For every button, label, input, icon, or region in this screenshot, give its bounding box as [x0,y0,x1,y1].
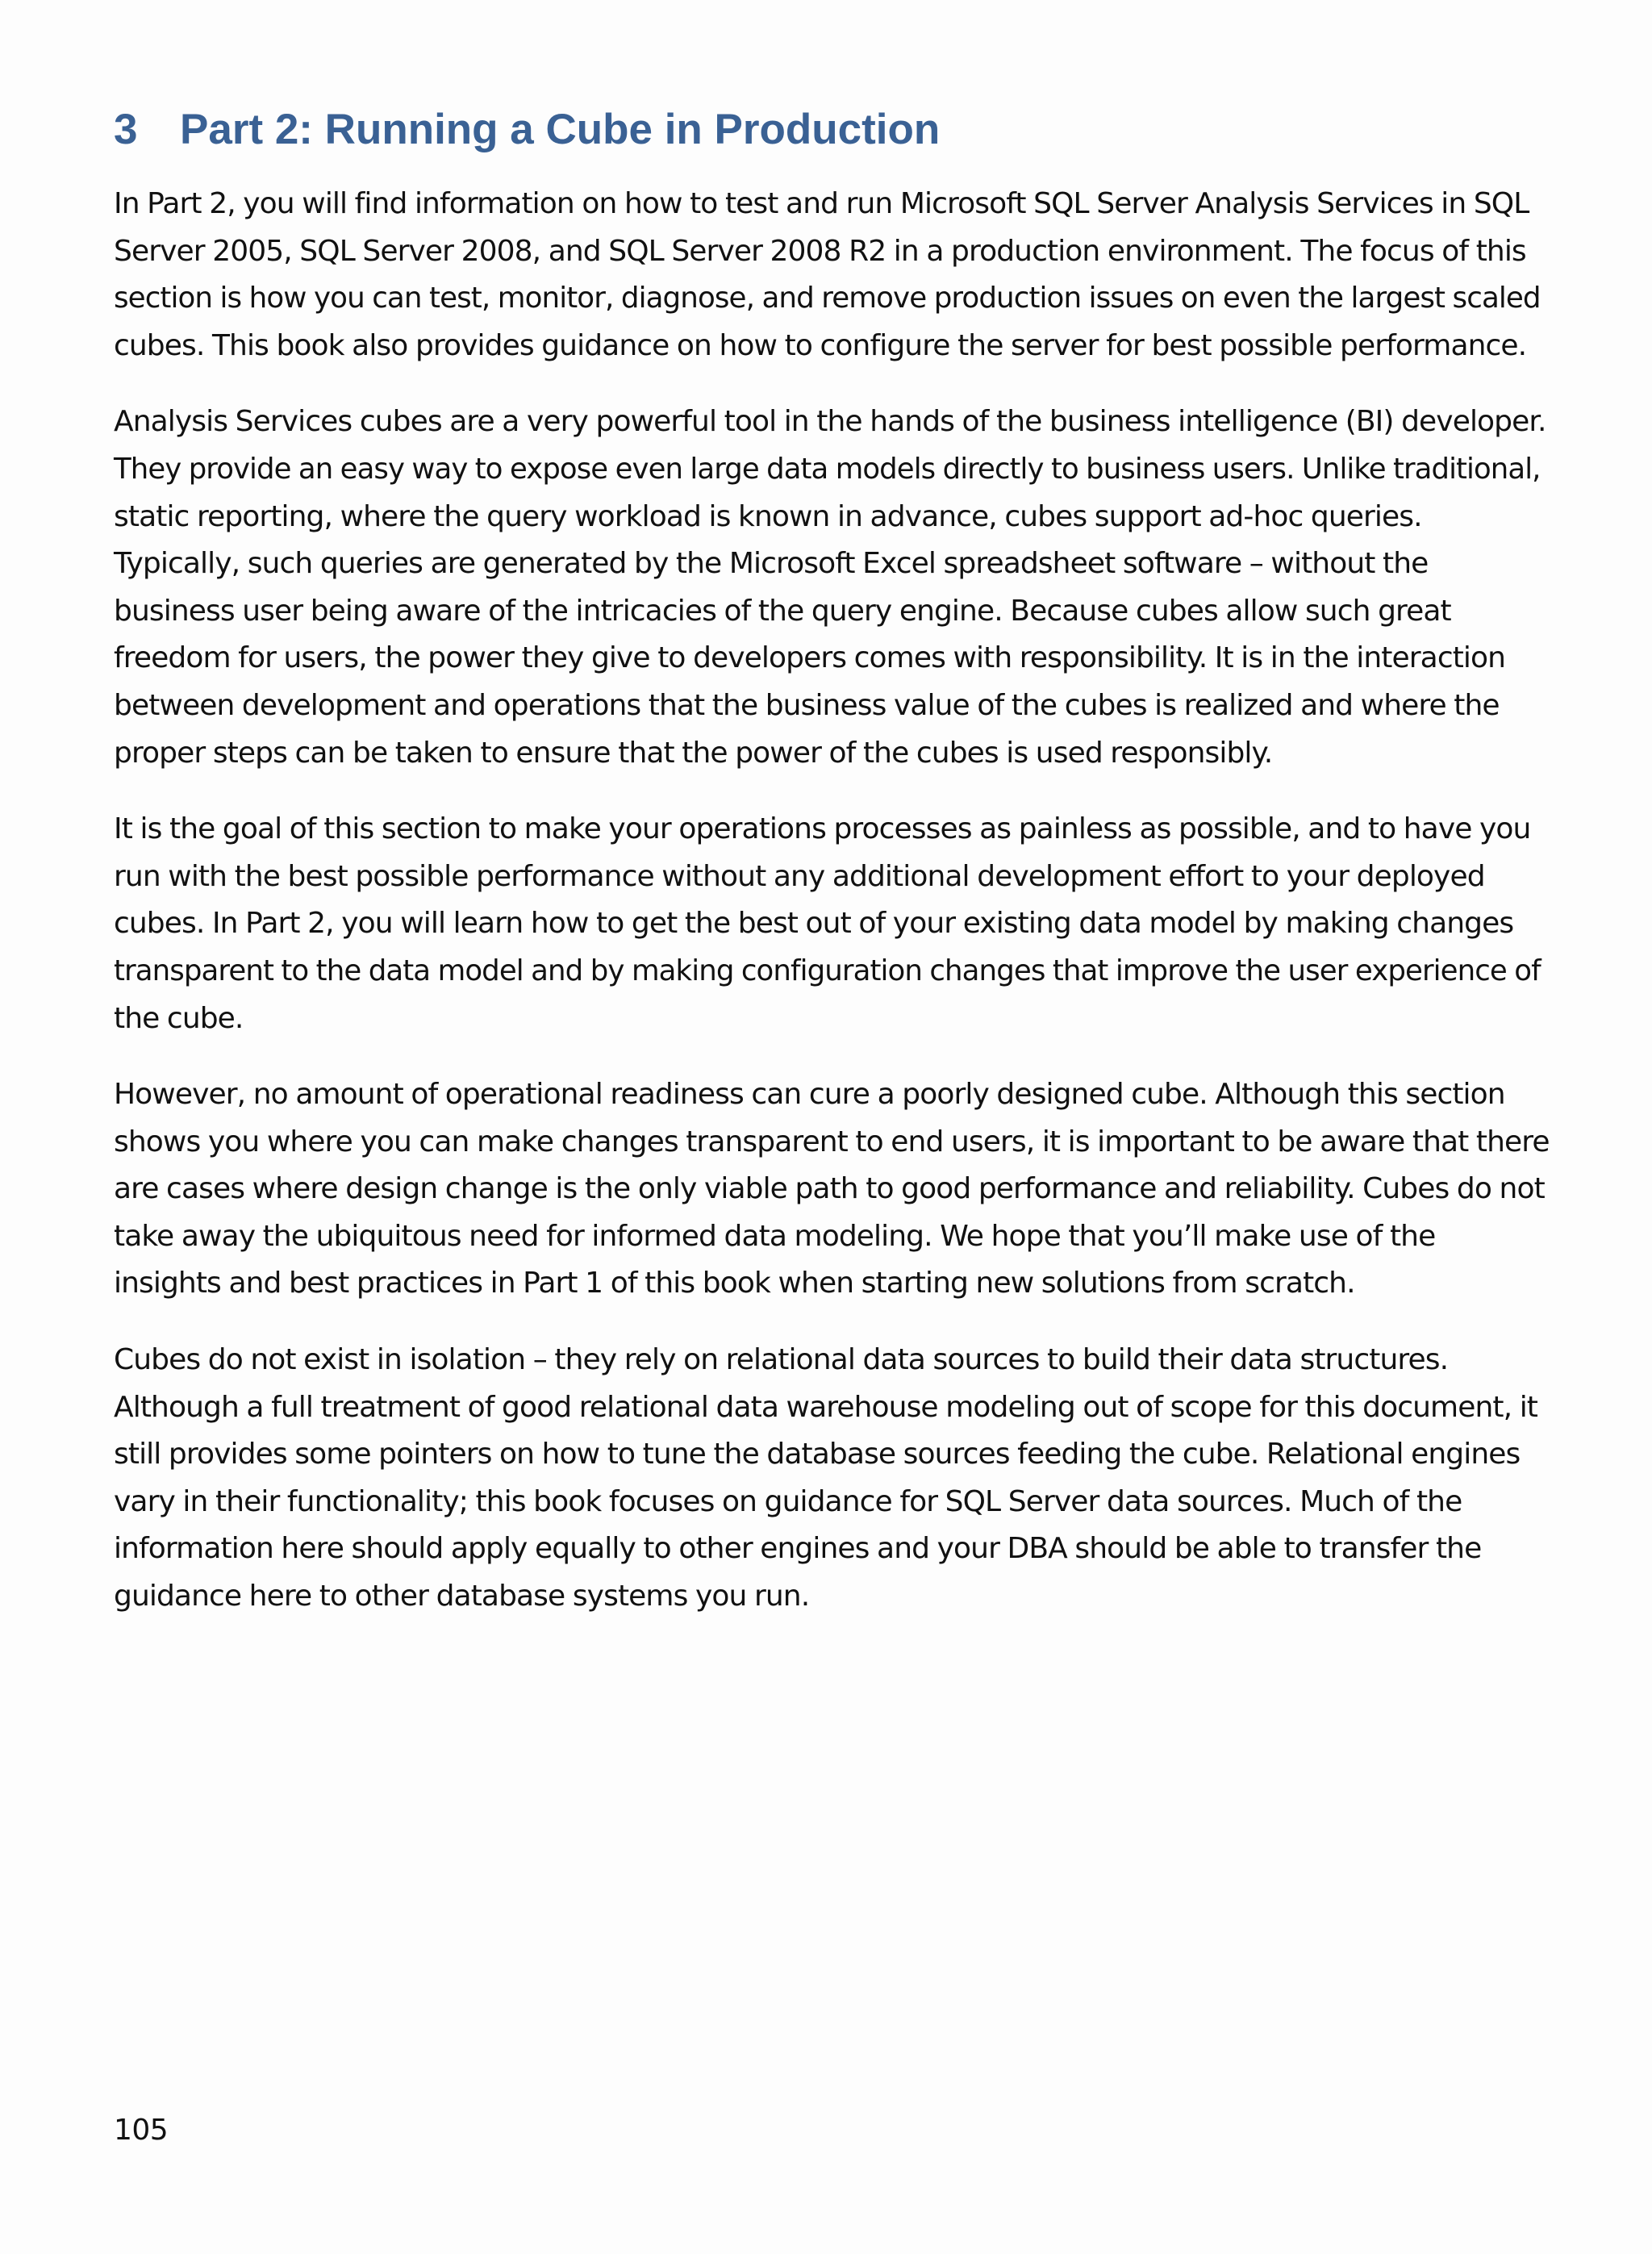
paragraph-relational-sources [114,1337,1550,1621]
text-line: They provide an easy way to expose even large data models directly to business users. Unlike traditional, [114,452,1541,486]
section-number: 3 [114,106,138,153]
paragraph-goal [114,806,1550,1042]
section-heading [114,97,1550,163]
text-line: cubes. In Part 2, you will learn how to get the best out of your existing data model by making changes [114,907,1514,941]
text-line: freedom for users, the power they give to developers comes with responsibility. It is in the interaction [114,641,1506,675]
text-line: Cubes do not exist in isolation – they rely on relational data sources to build their data structures. [114,1343,1449,1377]
text-line: guidance here to other database systems you run. [114,1580,810,1613]
text-line: still provides some pointers on how to tune the database sources feeding the cube. Relational engines [114,1438,1521,1471]
text-line: insights and best practices in Part 1 of this book when starting new solutions from scratch. [114,1267,1355,1300]
text-line: However, no amount of operational readiness can cure a poorly designed cube. Although this section [114,1078,1505,1112]
text-line: It is the goal of this section to make your operations processes as painless as possible, and to have you [114,812,1531,846]
text-line: Analysis Services cubes are a very powerful tool in the hands of the business intelligence (BI) developer. [114,405,1546,439]
paragraph-intro [114,181,1550,369]
text-line: proper steps can be taken to ensure that the power of the cubes is used responsibly. [114,736,1273,770]
text-line: transparent to the data model and by making configuration changes that improve the user experience of [114,954,1541,987]
text-line: information here should apply equally to other engines and your DBA should be able to transfer the [114,1532,1482,1566]
text-line: the cube. [114,1001,244,1035]
page-number: 105 [114,2114,169,2147]
text-line: cubes. This book also provides guidance on how to configure the server for best possible performance. [114,328,1527,362]
paragraph-design-caveat [114,1071,1550,1308]
text-line: Although a full treatment of good relational data warehouse modeling out of scope for this document, it [114,1390,1538,1424]
section-title: Part 2: Running a Cube in Production [180,106,941,153]
text-line: business user being aware of the intricacies of the query engine. Because cubes allow such great [114,594,1451,628]
text-line: section is how you can test, monitor, diagnose, and remove production issues on even the largest scaled [114,282,1541,315]
text-line: run with the best possible performance without any additional development effort to your deployed [114,859,1485,893]
text-line: shows you where you can make changes transparent to end users, it is important to be aware that there [114,1125,1550,1158]
text-line: vary in their functionality; this book focuses on guidance for SQL Server data sources. Much of the [114,1484,1462,1518]
paragraph-analysis-services [114,399,1550,777]
text-line: take away the ubiquitous need for informed data modeling. We hope that you’ll make use of the [114,1219,1436,1253]
page-content [114,97,1550,1650]
text-line: static reporting, where the query workload is known in advance, cubes support ad-hoc queries. [114,499,1422,533]
text-line: are cases where design change is the only viable path to good performance and reliability. Cubes do not [114,1172,1545,1206]
text-line: Server 2005, SQL Server 2008, and SQL Server 2008 R2 in a production environment. The focus of this [114,234,1526,268]
text-line: Typically, such queries are generated by the Microsoft Excel spreadsheet software – without the [114,547,1429,581]
text-line: between development and operations that the business value of the cubes is realized and where the [114,688,1500,722]
text-line: In Part 2, you will find information on how to test and run Microsoft SQL Server Analysis Services in SQL [114,187,1529,220]
